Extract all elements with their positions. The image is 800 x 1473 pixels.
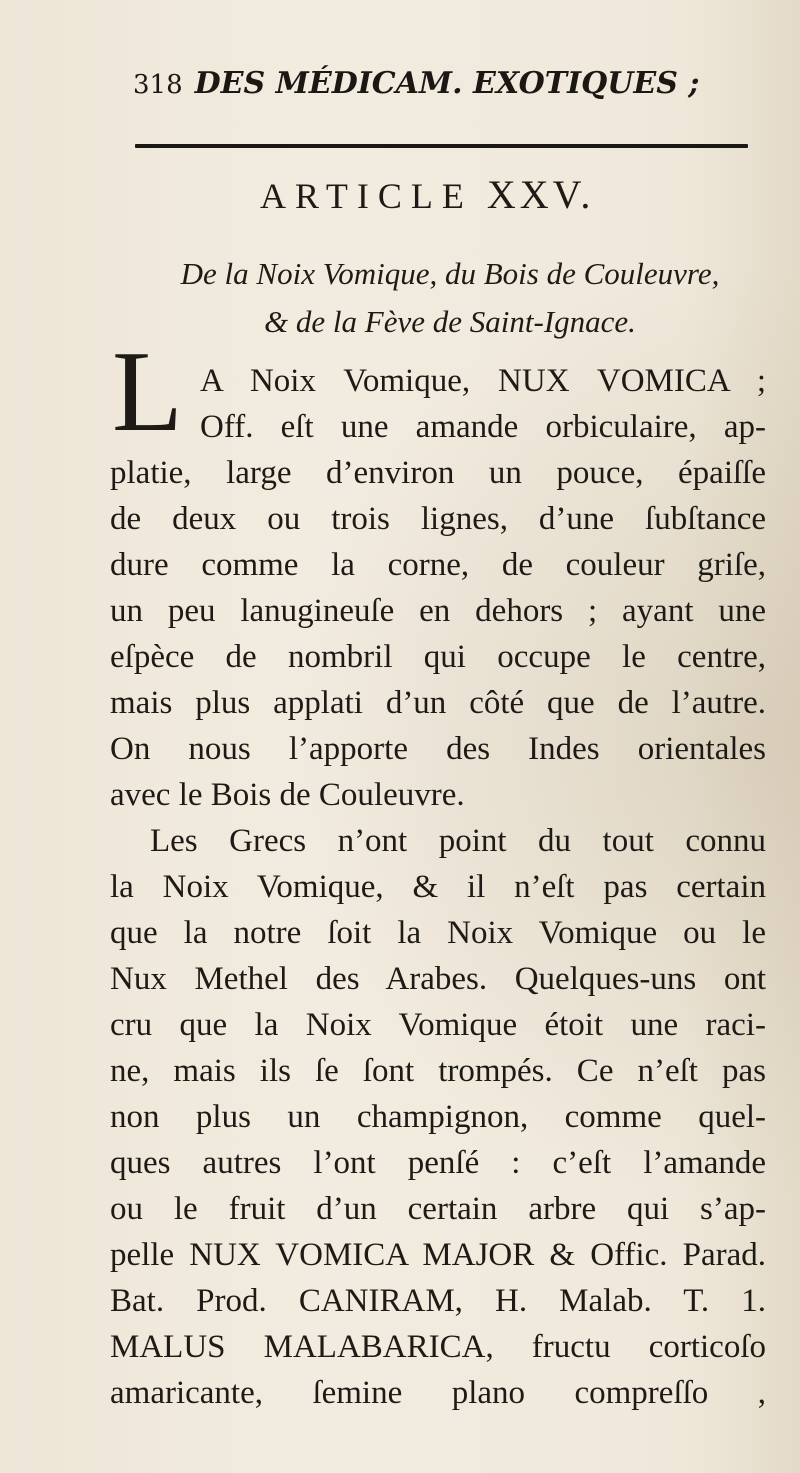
body-line: On nous l’apporte des Indes orientales <box>110 731 766 767</box>
body-line: non plus un champignon, comme quel- <box>110 1099 766 1135</box>
body-line: amaricante, ſemine plano compreſſo , <box>110 1375 766 1411</box>
subtitle-line-1: De la Noix Vomique, du Bois de Couleuvre, <box>180 256 720 291</box>
body-line: Bat. Prod. CANIRAM, H. Malab. T. 1. <box>110 1283 766 1319</box>
body-line: pelle NUX VOMICA MAJOR & Offic. Parad. <box>110 1237 766 1273</box>
body-line: ques autres l’ont penſé : c’eſt l’amande <box>110 1145 766 1181</box>
body-line: Les Grecs n’ont point du tout connu <box>150 823 766 859</box>
body-line: avec le Bois de Couleuvre. <box>110 777 465 813</box>
drop-cap: L <box>112 328 183 456</box>
body-line: Off. eſt une amande orbiculaire, ap- <box>200 409 766 445</box>
body-line: eſpèce de nombril qui occupe le centre, <box>110 639 766 675</box>
body-line: dure comme la corne, de couleur griſe, <box>110 547 766 583</box>
body-line: mais plus applati d’un côté que de l’autre. <box>110 685 766 721</box>
body-line: A Noix Vomique, NUX VOMICA ; <box>200 363 766 399</box>
body-line: cru que la Noix Vomique étoit une raci- <box>110 1007 766 1043</box>
body-line: ne, mais ils ſe ſont trompés. Ce n’eſt pas <box>110 1053 766 1089</box>
article-label: ARTICLE <box>260 176 473 216</box>
body-line: Nux Methel des Arabes. Quelques-uns ont <box>110 961 766 997</box>
body-line: de deux ou trois lignes, d’une ſubſtance <box>110 501 766 537</box>
article-number: XXV. <box>486 172 595 217</box>
body-line: que la notre ſoit la Noix Vomique ou le <box>110 915 766 951</box>
subtitle-line-2: & de la Fève de Saint-Ignace. <box>264 304 636 339</box>
body-line: la Noix Vomique, & il n’eſt pas certain <box>110 869 766 905</box>
running-title: DES MÉDICAM. EXOTIQUES ; <box>194 66 700 101</box>
body-line: un peu lanugineuſe en dehors ; ayant une <box>110 593 766 629</box>
body-line: platie, large d’environ un pouce, épaiſſe <box>110 455 766 491</box>
running-head <box>133 62 753 106</box>
body-line: MALUS MALABARICA, fructu corticoſo <box>110 1329 766 1365</box>
page-number: 318 <box>133 70 183 100</box>
article-heading <box>260 170 680 220</box>
body-line: ou le fruit d’un certain arbre qui s’ap- <box>110 1191 766 1227</box>
header-rule <box>135 144 748 148</box>
